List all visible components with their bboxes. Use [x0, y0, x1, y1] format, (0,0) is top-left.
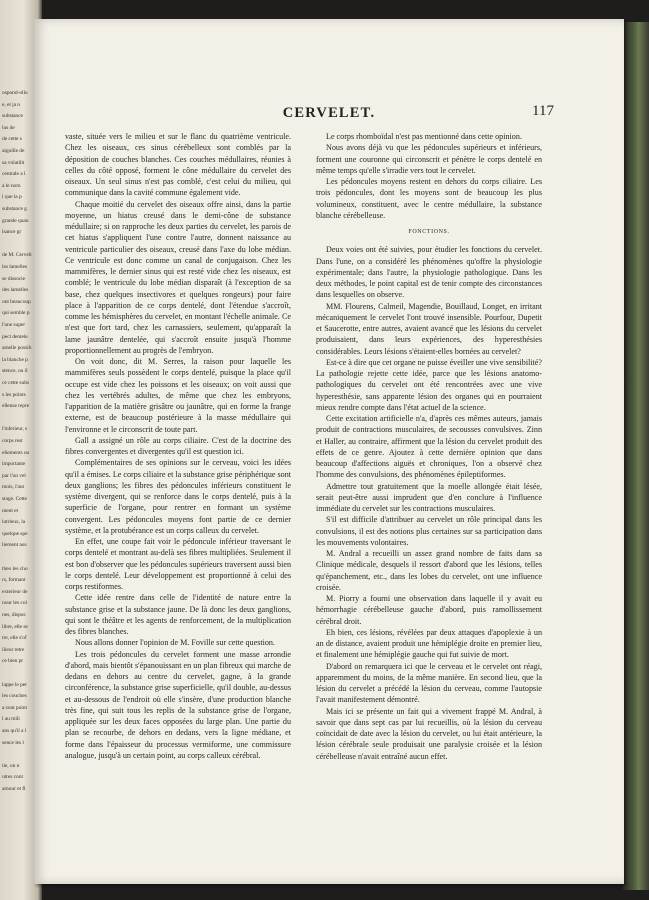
- paragraph: Nous allons donner l'opinion de M. Foville sur cette question.: [75, 638, 275, 648]
- book-cover-edge: [623, 22, 649, 890]
- facing-page-text-fragment: lus de: [2, 124, 15, 131]
- facing-page-text-fragment: elleuse repre: [2, 403, 30, 410]
- facing-page-text-fragment: des lamelles: [2, 287, 29, 294]
- facing-page-text-fragment: theo les cho: [2, 565, 28, 572]
- facing-page-text-fragment: importante: [2, 461, 26, 468]
- facing-page-text-fragment: libre, elle se: [2, 623, 28, 630]
- facing-page-text-fragment: nes, dispos: [2, 612, 26, 618]
- facing-page-text-fragment: liement aus: [2, 542, 27, 549]
- paragraph: On voit donc, dit M. Serres, la raison pour laquelle les mammifères seuls possèdent le corps dentelé, puisque la place qu'il occupe est vide chez les poissons et les oiseaux; on voit aussi que chez les vertébrés adultes, de même que chez les embryons, l'apparition de la matière grisâtre ou jaunâtre, qui en forme la frange externe, est de beaucoup postérieure à la masse médullaire qui l'environne et le circonscrit de toute part.: [65, 357, 291, 434]
- facing-page-text-fragment: a sont point: [2, 704, 27, 711]
- paragraph: MM. Flourens, Calmeil, Magendie, Bouillaud, Longet, en irritant mécaniquement le cervelet l'ont trouvé insensible. Pourfour, Dupetit et Saucerotte, entre autres, avaient avancé que les lésions du cervelet produisaient, dans leurs expériences, des hyperesthésies considérables. Leurs lésions s'étaient-elles bornées au cervelet?: [316, 301, 542, 356]
- paragraph: Gall a assigné un rôle au corps ciliaire. C'est de la doctrine des fibres convergentes et divergentes qu'il est question ici.: [65, 435, 291, 456]
- facing-page-text-fragment: utres cont: [2, 774, 23, 781]
- facing-page-text-fragment: ans qu'il a l: [2, 728, 27, 734]
- facing-page-text-fragment: ilieur retre: [2, 646, 25, 653]
- facing-page-text-fragment: ospond-ollo: [2, 90, 28, 96]
- facing-page-text-fragment: ont beaucoup: [2, 298, 31, 305]
- running-title: CERVELET.: [282, 105, 376, 121]
- facing-page-text-fragment: les couches: [2, 693, 27, 700]
- paragraph: Le corps rhomboïdal n'est pas mentionné dans cette opinion.: [326, 132, 522, 141]
- facing-page-text-fragment: exterieur de: [2, 588, 28, 595]
- facing-page-text-fragment: a le nom: [2, 182, 22, 189]
- facing-page-text-fragment: tre, elle s'of: [2, 635, 27, 642]
- paragraph: M. Andral a recueilli un assez grand nombre de faits dans sa Clinique médicale, desquels il ressort d'abord que les lésions, telles qu'épanchement, etc., dans les lobes du cervelet, ont une influence croisée.: [316, 549, 542, 592]
- facing-page-text-fragment: tie, on n: [2, 762, 20, 769]
- section-heading: FONCTIONS.: [408, 229, 450, 235]
- facing-page-text-fragment: grande quan: [2, 217, 29, 224]
- facing-page-text-fragment: l au mili: [2, 716, 20, 723]
- paragraph: Cette excitation artificielle n'a, d'après ces mêmes auteurs, jamais produit de contractions musculaires, de secousses convulsives. Zinn et Haller, au contraire, affirment que la lésion du cervelet produit des effets de ce genre. Ajoutez à cette dernière opinion que dans beaucoup d'affections aiguës et chroniques, l'on a observé chez l'homme des convulsions, des phénomènes épileptiformes.: [316, 414, 542, 480]
- facing-page-text-fragment: lutrieux, la: [2, 519, 26, 526]
- facing-page-text-fragment: amelle possib: [2, 345, 32, 352]
- paragraph: vaste, située vers le milieu et sur le flanc du quatrième ventricule. Chez les oiseaux, ces sinus cérébelleux sont comblés par la déposition de couches blanches. Ces couches médullaires, réunies à celles du côté opposé, forment le cône médullaire du cervelet des oiseaux. Un seul sinus n'est pas comblé, c'est celui du milieu, qui communique dans la cavité commune également vide.: [65, 132, 291, 198]
- paragraph: D'abord on remarquera ici que le cerveau et le cervelet ont réagi, apparemment du moins, de la même manière. En second lieu, que la lésion du cervelet a précédé la lésion du cerveau, comme l'autopsie l'avait manifestement démontré.: [316, 661, 542, 705]
- facing-page-text-fragment: se dissocie: [2, 275, 25, 282]
- paragraph: Complémentaires de ses opinions sur le cerveau, voici les idées qu'il a émises. Le corps ciliaire et la substance grise périphérique sont deux ganglions; les fibres des pédoncules inférieurs constituent le système divergent, qui se renforce dans le corps dentelé, puis à la superficie de l'organe, pour rentrer en formant un système convergent. Les pédoncules moyens font partie de ce dernier système, et la protubérance est un corps calleux du cervelet.: [65, 458, 291, 535]
- paragraph: En effet, une coupe fait voir le pédoncule inférieur traversant le corps dentelé et montrant au-delà ses fibres multipliées. Seulement il est bon d'observer que les pédoncules supérieurs traversent aussi bien le corps dentelé. Leur développement est proportionné à celui des corps restiformes.: [65, 537, 291, 591]
- paragraph: Chaque moitié du cervelet des oiseaux offre ainsi, dans la partie moyenne, un hiatus creusé dans le demi-cône de substance médullaire; si on rapproche les deux parties du cervelet, les parois de cet hiatus s'appliquent l'une contre l'autre, donnent naissance au ventricule particulier des oiseaux, creusé dans l'axe du lobe médian. Ce ventricule est donc comme un canal de conjugaison. Chez les mammifères, le dernier sinus qui est resté vide chez les oiseaux, est comblé; le ventricule du lobe médian disparaît (à l'exception de sa base, chez quelques insectivores et quelques rongeurs) pour faire place à l'apparition de ce corps dentelé, dont l'étendue s'accroît, comme les hémisphères du cervelet, en montant l'échelle animale. Ce n'est que fort tard, chez les carnassiers, seulement, qu'apparaît la lame jaunâtre dentelée, qui s'accroît ensuite jusqu'à l'homme proportionnellement au progrès de l'embryon.: [65, 199, 291, 355]
- facing-page-text-fragment: eliements ou: [2, 449, 30, 456]
- facing-page-text-fragment: aiguille de: [2, 148, 25, 154]
- facing-page-text-fragment: rs, formant: [2, 577, 26, 584]
- facing-page-text-fragment: lsance gr: [2, 229, 22, 236]
- paragraph: Nous avons déjà vu que les pédoncules supérieurs et inférieurs, forment une couronne qui circonscrit et pénètre le corps dentelé en même temps qu'elle s'irradie vers tout le cervelet.: [316, 143, 542, 175]
- facing-page-text-fragment: nour les col: [2, 600, 27, 607]
- paragraph: Les trois pédoncules du cervelet forment une masse arrondie d'abord, mais bientôt s'épanouissant en un plan fibreux qui marche de dedans en dehors au centre du cervelet, gagne, à la grande circonférence, la substance grise superficielle, qu'il double, au-dessus et au-dessous de l'endroit où elle s'insère, d'une production blanche très fine, qui suit tous les replis de la substance grise de l'organe, appliquée sur les deux faces opposées du large plan. Une partie du plan se recourbe, de dehors en dedans, vers la ligne médiane, et forme dans l'épaisseur du processus vermiforme, une commissure analogue, jusqu'à un certain point, au corps calleux cérébral.: [65, 649, 291, 760]
- facing-page-text-fragment: l'inferieur, s: [2, 426, 28, 433]
- facing-page-text-fragment: par l'un vel: [2, 472, 26, 479]
- book-page: [34, 19, 624, 884]
- facing-page-text-fragment: de M. Cerveli: [2, 252, 32, 259]
- facing-page-text-fragment: pect dentele: [2, 333, 28, 340]
- paragraph: Deux voies ont été suivies, pour étudier les fonctions du cervelet. Dans l'une, on a considéré les phénomènes qu'offre la physiologie expérimentale; dans l'autre, la physiologie pathologique. Dans les deux méthodes, le point capital est de tenir compte des circonstances dans lesquelles on observe.: [316, 245, 542, 300]
- facing-page-text-fragment: stage. Cette: [2, 496, 27, 502]
- facing-page-text-fragment: s les points: [2, 391, 26, 398]
- facing-page-text-fragment: ment et: [2, 507, 20, 514]
- paragraph: Admettre tout gratuitement que la moelle allongée était lésée, serait peut-être aussi imprudent que d'en conclure à l'influence immédiate du cervelet sur les contractions musculaires.: [316, 481, 542, 513]
- text-column-left: [65, 131, 291, 791]
- facing-page-text-fragment: substance: [2, 113, 25, 120]
- facing-page-text-fragment: l'une super: [2, 322, 26, 328]
- facing-page-text-fragment: quelque spe: [2, 530, 28, 537]
- facing-page-text-fragment: sa volatilit: [2, 159, 25, 166]
- paragraph: Eh bien, ces lésions, révélées par deux attaques d'apoplexie à un an de distance, avaient produit une hémiplégie droite en premier lieu, et finalement une hémiplégie gauche qui fut suivie de mort.: [316, 627, 542, 660]
- facing-page-text-fragment: sence les l: [2, 739, 24, 746]
- paragraph: Est-ce à dire que cet organe ne puisse éveiller une vive sensibilité? La pathologie rejette cette idée, parce que les lésions anatomo-pathologiques du cervelet ont été rencontrées avec une vive hyperesthésie, sans apparente lésion des organes qui en pourraient mieux rendre compte dans l'état actuel de la science.: [316, 357, 542, 412]
- paragraph: Les pédoncules moyens restent en dehors du corps ciliaire. Les trois pédoncules, dont les moyens sont de beaucoup les plus volumineux, constituent, avec le centre médullaire, la substance blanche cérébelleuse.: [316, 177, 542, 220]
- text-column-right: [316, 131, 542, 791]
- facing-page-text-fragment: corps rest: [2, 438, 23, 444]
- paragraph: M. Piorry a fourni une observation dans laquelle il y avait eu hémorrhagie cérébelleuse gauche d'abord, puis ramollissement cérébral droit.: [316, 594, 542, 626]
- paragraph: Mais ici se présente un fait qui a vivement frappé M. Andral, à savoir que dans sept cas par lui recueillis, où la lésion du cerveau coïncidait de date avec la lésion du cervelet, ou lui était antérieure, la lésion cérébrale seule produisait une paralysie croisée et la lésion cérébelleuse n'avait entraîné aucun effet.: [316, 706, 542, 761]
- facing-page-text-fragment: e, et ja n: [2, 101, 20, 108]
- paragraph: Cette idée rentre dans celle de l'identité de nature entre la substance grise et la substance jaune. De là donc les deux ganglions, qui sont le théâtre et les agents de renforcement, de la multiplication des fibres blanches.: [65, 593, 291, 636]
- facing-page-text-fragment: la blanche p: [2, 356, 28, 363]
- facing-page-text-fragment: ce cette subs: [2, 380, 29, 386]
- facing-page-text-fragment: qui semble p: [2, 310, 30, 317]
- facing-page-text-fragment: l que la p: [2, 194, 22, 201]
- facing-page-text-fragment: stence, ou il: [2, 368, 28, 375]
- facing-page-text-fragment: mois, l'aut: [2, 484, 24, 491]
- facing-page-text-fragment: amour et fl: [2, 786, 26, 792]
- paragraph: S'il est difficile d'attribuer au cervelet un rôle principal dans les convulsions, il est des notions plus certaines sur sa participation dans les mouvements volontaires.: [316, 515, 542, 547]
- page-number: 117: [532, 103, 554, 119]
- facing-page-text-fragment: de cette s: [2, 136, 22, 143]
- facing-page-text-fragment: ce bien pr: [2, 658, 24, 665]
- facing-page-text-fragment: les lamelles: [2, 264, 28, 270]
- facing-page-text-fragment: substance g: [2, 206, 27, 212]
- facing-page-text-fragment: centrale a l: [2, 171, 26, 178]
- facing-page-text-fragment: lappe le per: [2, 681, 27, 688]
